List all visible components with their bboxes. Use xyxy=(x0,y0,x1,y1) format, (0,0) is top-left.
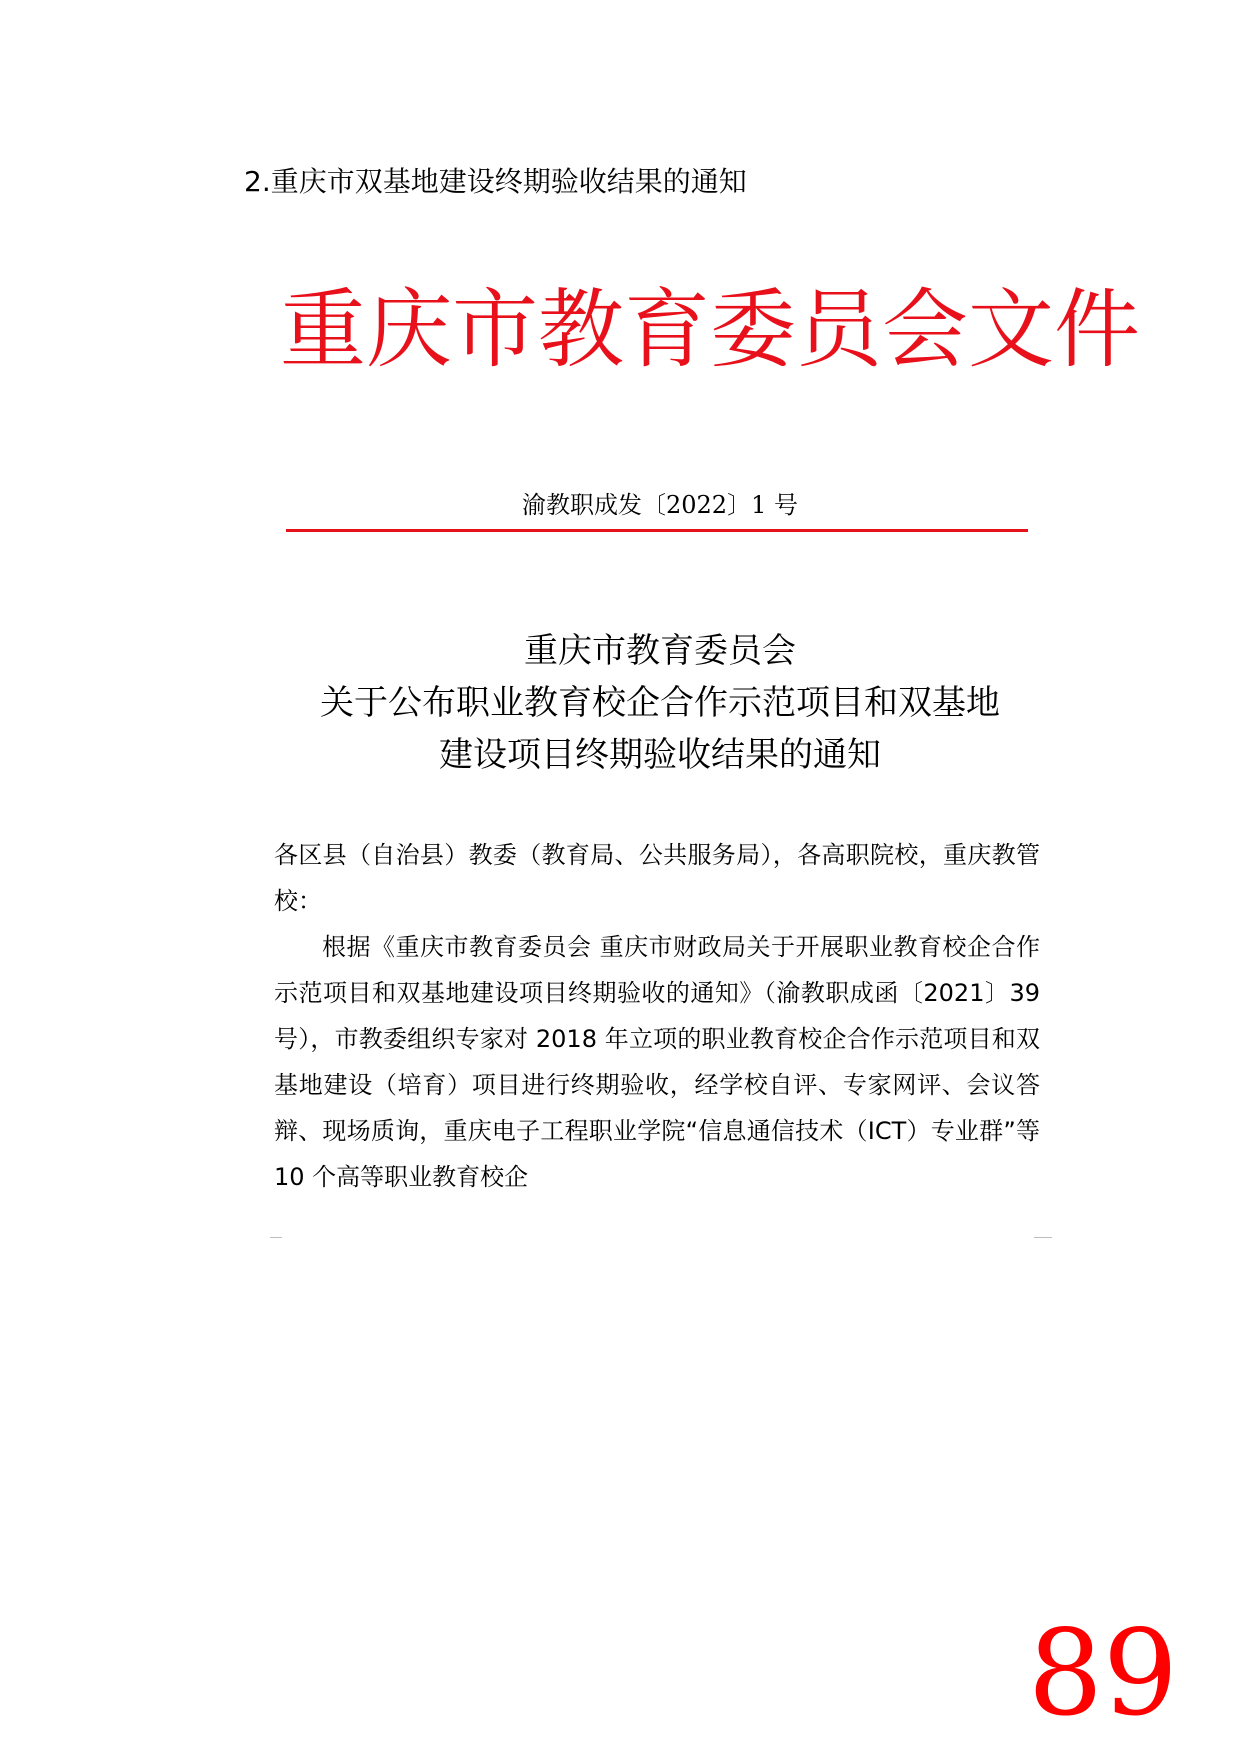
notice-title-line: 关于公布职业教育校企合作示范项目和双基地 xyxy=(320,683,1000,723)
crop-mark-left xyxy=(270,1237,282,1238)
document-number: 渝教职成发〔2022〕1 号 xyxy=(522,491,798,519)
notice-title-line: 建设项目终期验收结果的通知 xyxy=(439,735,881,775)
notice-body xyxy=(274,832,1040,1200)
red-header-title: 重庆市教育委员会文件 xyxy=(280,280,1140,380)
body-paragraph: 根据《重庆市教育委员会 重庆市财政局关于开展职业教育校企合作示范项目和双基地建设项目终期验收的通知》（渝教职成函〔2021〕39 号），市教委组织专家对 2018 年立项的职业教育校企合作示范项目和双基地建设（培育）项目进行终期验收，经学校自评、专家网评、会议答辩、现场质询，重庆电子工程职业学院“信息通信技术（ICT）专业群”等 10 个高等职业教育校企 xyxy=(274,933,1040,1191)
notice-title xyxy=(280,625,1040,781)
embedded-document-image xyxy=(274,280,1140,1240)
red-divider-line xyxy=(286,529,1028,532)
notice-title-line: 重庆市教育委员会 xyxy=(524,631,796,671)
crop-mark-right xyxy=(1034,1237,1052,1238)
page-number: 89 xyxy=(1027,1604,1178,1742)
recipients-paragraph: 各区县（自治县）教委（教育局、公共服务局），各高职院校，重庆教管校： xyxy=(274,841,1040,915)
section-heading: 2.重庆市双基地建设终期验收结果的通知 xyxy=(244,165,747,198)
